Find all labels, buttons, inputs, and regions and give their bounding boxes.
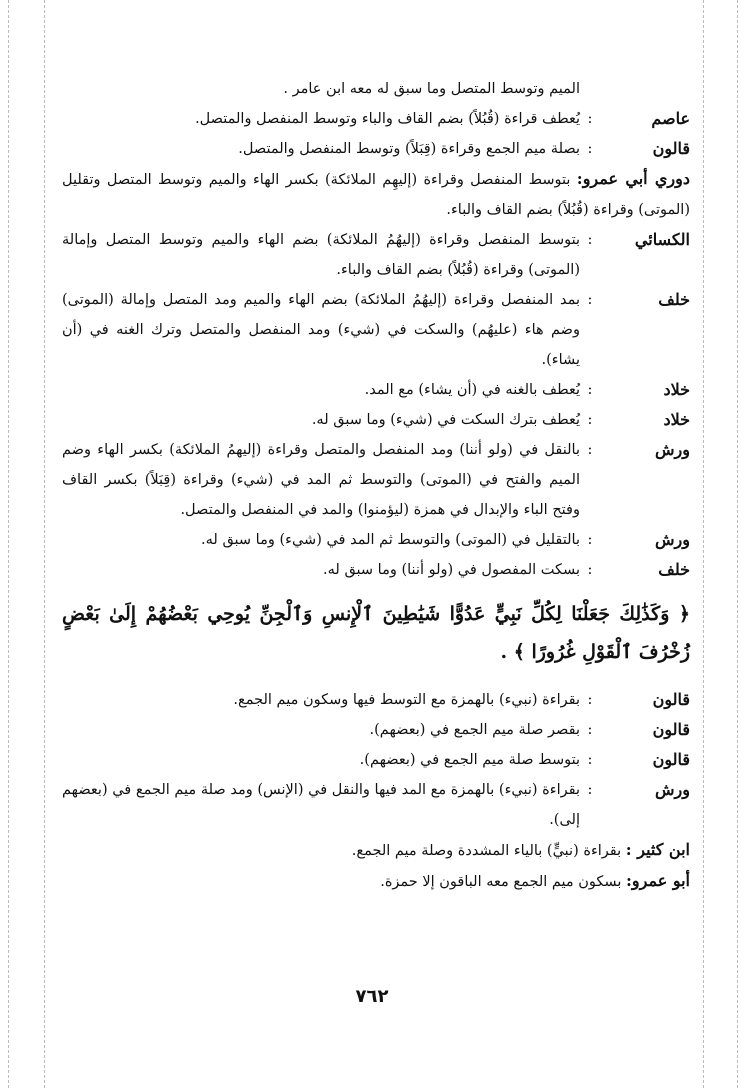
entry-asim xyxy=(62,104,690,134)
colon: : xyxy=(587,111,593,127)
entry-text: بالتقليل في (الموتى) والتوسط ثم المد في (شيء) وما سبق له. xyxy=(201,532,580,548)
entry-warsh xyxy=(62,525,690,555)
reader-name: قالون xyxy=(652,139,690,158)
colon: : xyxy=(587,382,593,398)
reader-name: قالون xyxy=(652,720,690,739)
colon: : xyxy=(587,692,593,708)
colon: : xyxy=(587,532,593,548)
reader-name: قالون xyxy=(652,690,690,709)
entry-text: يُعطف قراءة (قُبُلاً) بضم القاف والباء وتوسط المنفصل والمتصل. xyxy=(195,111,580,127)
reader-name: خلاد xyxy=(663,410,690,429)
top-continuation: الميم وتوسط المتصل وما سبق له معه ابن عامر . xyxy=(283,81,580,97)
reader-name: ورش xyxy=(655,440,690,459)
entry-text: يُعطف بالغنه في (أن يشاء) مع المد. xyxy=(364,382,580,398)
entry-khalaf xyxy=(62,285,690,375)
colon: : xyxy=(587,782,593,798)
colon: : xyxy=(587,232,593,248)
colon: : xyxy=(587,292,593,308)
reader-name: عاصم xyxy=(651,109,690,128)
entry-qalun xyxy=(62,745,690,775)
entry-ibn-kathir xyxy=(62,835,690,866)
entry-qalun xyxy=(62,715,690,745)
entry-text: بالنقل في (ولو أننا) ومد المنفصل والمتصل وقراءة (إليهمُ الملائكة) بكسر الهاء وضم الميم والفتح في (الموتى) والتوسط ثم المد في (شيء) وقراءة (قِبَلاً) بكسر القاف وفتح الباء والإبدال في همزة (ليؤمنوا) والمد في المنفصل والمتصل. xyxy=(62,442,580,518)
entry-text: بصلة ميم الجمع وقراءة (قِبَلاً) وتوسط المنفصل والمتصل. xyxy=(238,141,580,157)
page-number: ٧٦٢ xyxy=(355,986,389,1007)
entry-text: بقراءة (نبيٍّ) بالياء المشددة وصلة ميم الجمع. xyxy=(351,843,622,859)
entry-text: بتوسط صلة ميم الجمع في (بعضهم). xyxy=(359,752,580,768)
colon: : xyxy=(587,752,593,768)
quran-verse: ﴿ وَكَذَٰلِكَ جَعَلْنَا لِكُلِّ نَبِيٍّ عَدُوًّا شَيَٰطِينَ ٱلْإِنسِ وَٱلْجِنِّ يُوحِي بَعْضُهُمْ إِلَىٰ بَعْضٍ زُخْرُفَ ٱلْقَوْلِ غُرُورًا ﴾ . xyxy=(62,603,690,663)
entry-text: بقصر صلة ميم الجمع في (بعضهم). xyxy=(369,722,580,738)
entry-khalaf xyxy=(62,555,690,585)
colon: : xyxy=(587,722,593,738)
entry-text: بتوسط المنفصل وقراءة (إليهِم الملائكة) بكسر الهاء والميم وتوسط المتصل وتقليل (الموتى) وقراءة (قُبُلاً) بضم القاف والباء. xyxy=(62,172,690,218)
colon: : xyxy=(587,141,593,157)
entry-text: يُعطف بترك السكت في (شيء) وما سبق له. xyxy=(311,412,580,428)
reader-name: ورش xyxy=(655,780,690,799)
reader-name: ورش xyxy=(655,530,690,549)
entry-warsh xyxy=(62,775,690,835)
reader-name: ابن كثير : xyxy=(625,840,690,859)
entry-khallad xyxy=(62,375,690,405)
entry-text: بتوسط المنفصل وقراءة (إليهُمُ الملائكة) بضم الهاء والميم وتوسط المتصل وإمالة (الموتى) وقراءة (قُبُلاً) بضم القاف والباء. xyxy=(62,232,580,278)
entry-khallad xyxy=(62,405,690,435)
entry-text: بقراءة (نبيء) بالهمزة مع التوسط فيها وسكون ميم الجمع. xyxy=(233,692,580,708)
entry-abu-amr xyxy=(62,866,690,897)
entry-text: بسكت المفصول في (ولو أننا) وما سبق له. xyxy=(323,562,580,578)
reader-name: خلف xyxy=(658,560,690,579)
scan-guide-line xyxy=(737,0,738,1088)
entry-kisai xyxy=(62,225,690,285)
colon: : xyxy=(587,412,593,428)
entry-qalun xyxy=(62,685,690,715)
entry-text: بسكون ميم الجمع معه الباقون إلا حمزة. xyxy=(380,874,622,890)
entry-text: بمد المنفصل وقراءة (إليهُمُ الملائكة) بضم الهاء والميم ومد المتصل وإمالة (الموتى) وضم هاء (عليهُم) والسكت في (شيء) ومد المنفصل والمتصل وترك الغنه في (أن يشاء). xyxy=(62,292,580,368)
reader-name: أبو عمرو: xyxy=(626,871,690,890)
reader-name: خلف xyxy=(658,290,690,309)
reader-name: قالون xyxy=(652,750,690,769)
entry-text: بقراءة (نبيء) بالهمزة مع المد فيها والنقل في (الإنس) ومد صلة ميم الجمع في (بعضهم إلى). xyxy=(62,782,580,828)
entry-warsh xyxy=(62,435,690,525)
scan-guide-line xyxy=(44,0,45,1088)
scan-guide-line xyxy=(8,0,9,1088)
colon: : xyxy=(587,442,593,458)
reader-name: خلاد xyxy=(663,380,690,399)
entry-duri-abi-amr xyxy=(62,164,690,225)
colon: : xyxy=(587,562,593,578)
scan-guide-line xyxy=(703,0,704,1088)
reader-name: دوري أبي عمرو: xyxy=(576,169,691,188)
reader-name: الكسائي xyxy=(634,230,690,249)
page-body xyxy=(62,74,690,897)
entry-qalun xyxy=(62,134,690,164)
